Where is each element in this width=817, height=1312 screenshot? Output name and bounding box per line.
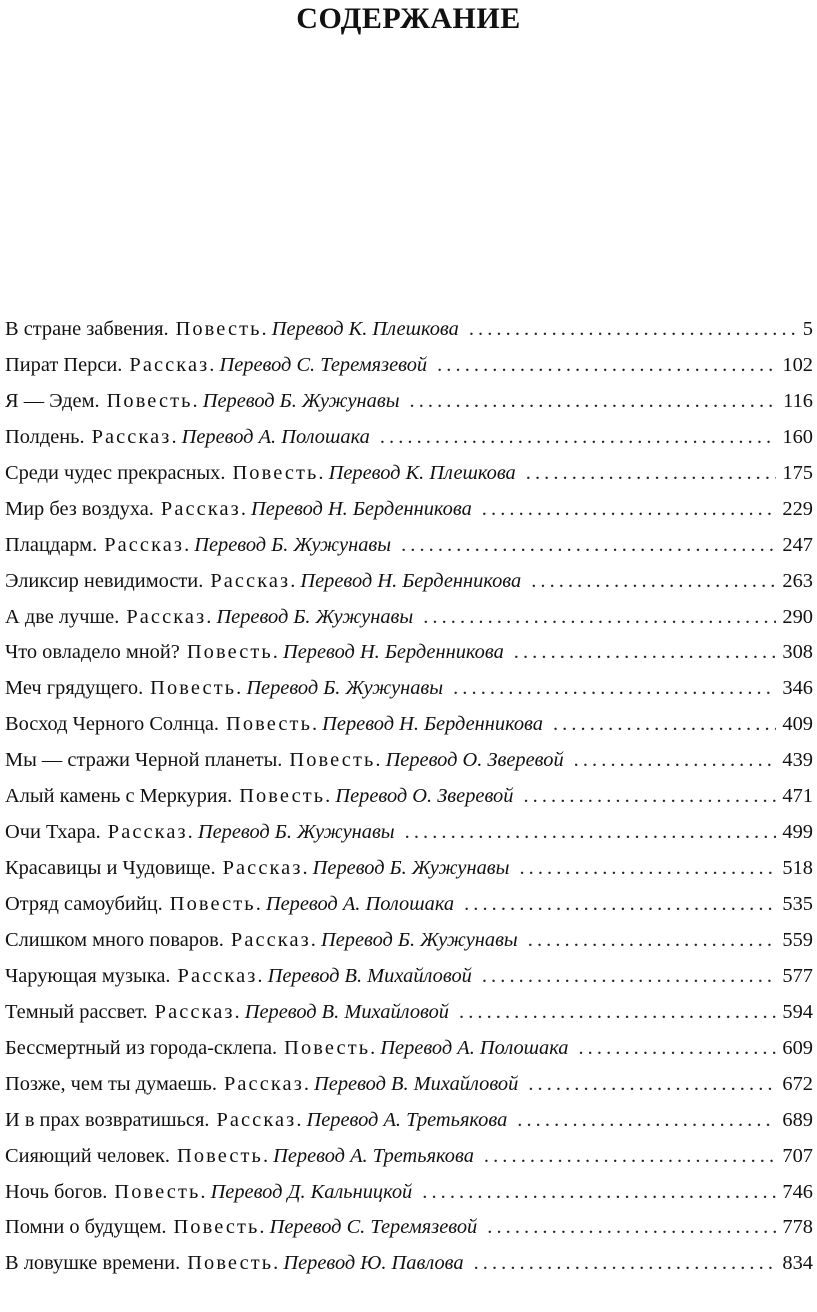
dot-leader bbox=[514, 635, 777, 671]
entry-page-number: 116 bbox=[783, 389, 813, 412]
entry-genre: Рассказ. bbox=[126, 605, 214, 628]
entry-translator: Перевод Б. Жужунавы bbox=[320, 928, 518, 951]
entry-translator: Перевод А. Третьякова bbox=[273, 1144, 474, 1167]
dot-leader bbox=[487, 1210, 776, 1246]
toc-entry[interactable] bbox=[5, 815, 813, 851]
entry-genre: Рассказ. bbox=[230, 928, 318, 951]
dot-leader bbox=[474, 1246, 777, 1282]
entry-page-number: 409 bbox=[782, 713, 813, 736]
entry-translator: Перевод А. Полошака bbox=[265, 893, 455, 915]
dot-leader bbox=[422, 1175, 776, 1211]
entry-genre: Рассказ. bbox=[216, 1108, 304, 1131]
entry-page-number: 707 bbox=[782, 1144, 813, 1167]
entry-title: Я — Эдем. bbox=[5, 389, 100, 412]
toc-entry[interactable] bbox=[5, 1103, 813, 1139]
entry-genre: Рассказ. bbox=[107, 821, 195, 844]
dot-leader bbox=[528, 923, 777, 959]
toc-entry[interactable] bbox=[5, 564, 813, 600]
entry-genre: Рассказ. bbox=[223, 1072, 312, 1095]
entry-genre: Рассказ. bbox=[154, 1000, 242, 1023]
entry-title: Что овладело мной? bbox=[5, 641, 180, 664]
toc-entry[interactable] bbox=[5, 492, 813, 528]
entry-title: Позже, чем ты думаешь. bbox=[5, 1072, 217, 1095]
entry-translator: Перевод В. Михайловой bbox=[244, 1000, 449, 1023]
entry-translator: Перевод Н. Берденникова bbox=[300, 569, 522, 592]
entry-title: В ловушке времени. bbox=[5, 1252, 181, 1275]
entry-page-number: 5 bbox=[802, 318, 813, 340]
dot-leader bbox=[523, 779, 776, 815]
toc-entry[interactable] bbox=[5, 384, 813, 420]
entry-genre: Повесть. bbox=[239, 785, 333, 808]
dot-leader bbox=[531, 564, 776, 600]
entry-page-number: 175 bbox=[782, 461, 813, 484]
toc-entry[interactable] bbox=[5, 743, 813, 779]
toc-entry[interactable] bbox=[5, 420, 813, 456]
entry-translator: Перевод В. Михайловой bbox=[314, 1072, 519, 1095]
dot-leader bbox=[380, 420, 777, 456]
entry-translator: Перевод Н. Берденникова bbox=[283, 641, 504, 664]
dot-leader bbox=[526, 456, 777, 492]
entry-translator: Перевод О. Зверевой bbox=[385, 749, 564, 772]
dot-leader bbox=[484, 1139, 777, 1175]
entry-translator: Перевод К. Плешкова bbox=[328, 461, 516, 484]
entry-translator: Перевод О. Зверевой bbox=[335, 785, 514, 808]
dot-leader bbox=[574, 743, 777, 779]
entry-title: Красавицы и Чудовище. bbox=[5, 857, 216, 880]
entry-page-number: 499 bbox=[782, 821, 813, 844]
entry-genre: Повесть. bbox=[232, 461, 326, 484]
toc-entry[interactable] bbox=[5, 348, 813, 384]
entry-translator: Перевод Н. Берденникова bbox=[322, 713, 543, 736]
entry-page-number: 778 bbox=[782, 1216, 813, 1239]
entry-title: Меч грядущего. bbox=[5, 677, 144, 700]
toc-entry[interactable] bbox=[5, 600, 813, 636]
entry-translator: Перевод Б. Жужунавы bbox=[194, 533, 392, 556]
toc-entry[interactable] bbox=[5, 1139, 813, 1175]
entry-page-number: 672 bbox=[782, 1072, 813, 1095]
dot-leader bbox=[437, 348, 776, 384]
entry-title: Помни о будущем. bbox=[5, 1216, 167, 1239]
entry-page-number: 834 bbox=[782, 1252, 813, 1275]
entry-title: Мы — стражи Черной планеты. bbox=[5, 749, 283, 772]
entry-genre: Рассказ. bbox=[210, 569, 298, 592]
entry-title: Бессмертный из города-склепа. bbox=[5, 1036, 278, 1059]
entry-translator: Перевод К. Плешкова bbox=[271, 318, 459, 340]
entry-title: Алый камень с Меркурия. bbox=[5, 785, 233, 808]
dot-leader bbox=[553, 707, 776, 743]
dot-leader bbox=[453, 671, 776, 707]
entry-translator: Перевод А. Полошака bbox=[181, 425, 370, 448]
dot-leader bbox=[410, 384, 778, 420]
entry-title: Отряд самоубийц. bbox=[5, 893, 163, 915]
entry-page-number: 439 bbox=[782, 749, 813, 772]
entry-title: Слишком много поваров. bbox=[5, 928, 224, 951]
entry-page-number: 247 bbox=[782, 533, 813, 556]
entry-page-number: 102 bbox=[782, 353, 813, 376]
entry-genre: Рассказ. bbox=[129, 353, 217, 376]
toc-entry[interactable] bbox=[5, 456, 813, 492]
entry-translator: Перевод Ю. Павлова bbox=[283, 1252, 464, 1275]
entry-genre: Повесть. bbox=[114, 1180, 208, 1203]
entry-translator: Перевод Д. Кальницкой bbox=[210, 1180, 413, 1203]
entry-title: В стране забвения. bbox=[5, 318, 169, 340]
dot-leader bbox=[405, 815, 777, 851]
entry-title: Среди чудес прекрасных. bbox=[5, 461, 226, 484]
entry-translator: Перевод Б. Жужунавы bbox=[202, 389, 400, 412]
toc-entry[interactable] bbox=[5, 851, 813, 887]
toc-entry[interactable] bbox=[5, 887, 813, 923]
toc-entry[interactable] bbox=[5, 959, 813, 995]
dot-leader bbox=[401, 528, 776, 564]
entry-translator: Перевод В. Михайловой bbox=[267, 964, 472, 987]
dot-leader bbox=[423, 600, 776, 636]
dot-leader bbox=[519, 851, 776, 887]
toc-entry[interactable] bbox=[5, 1246, 813, 1282]
entry-page-number: 346 bbox=[782, 677, 813, 700]
entry-translator: Перевод А. Третьякова bbox=[306, 1108, 508, 1131]
entry-title: Восход Черного Солнца. bbox=[5, 713, 220, 736]
toc-entry[interactable] bbox=[5, 312, 813, 348]
entry-title: Эликсир невидимости. bbox=[5, 569, 204, 592]
entry-translator: Перевод Б. Жужунавы bbox=[246, 677, 444, 700]
entry-genre: Повесть. bbox=[106, 389, 200, 412]
entry-page-number: 609 bbox=[782, 1036, 813, 1059]
entry-translator: Перевод Б. Жужунавы bbox=[197, 821, 395, 844]
toc-entry[interactable] bbox=[5, 1031, 813, 1067]
toc-entry[interactable] bbox=[5, 923, 813, 959]
entry-page-number: 308 bbox=[782, 641, 813, 664]
entry-genre: Повесть. bbox=[187, 1252, 281, 1275]
dot-leader bbox=[459, 995, 776, 1031]
toc-entry[interactable] bbox=[5, 635, 813, 671]
entry-page-number: 594 bbox=[782, 1000, 813, 1023]
entry-translator: Перевод Н. Берденникова bbox=[251, 497, 472, 520]
entry-page-number: 263 bbox=[782, 569, 813, 592]
entry-genre: Рассказ. bbox=[160, 497, 249, 520]
entry-translator: Перевод Б. Жужунавы bbox=[312, 857, 510, 880]
entry-title: И в прах возвратишься. bbox=[5, 1108, 210, 1131]
entry-genre: Повесть. bbox=[177, 1144, 271, 1167]
entry-title: Темный рассвет. bbox=[5, 1000, 148, 1023]
entry-translator: Перевод С. Теремязевой bbox=[219, 353, 428, 376]
entry-genre: Повесть. bbox=[173, 1216, 267, 1239]
entry-page-number: 746 bbox=[782, 1180, 813, 1203]
toc-entry[interactable] bbox=[5, 671, 813, 707]
page-title: СОДЕРЖАНИЕ bbox=[296, 2, 521, 35]
dot-leader bbox=[528, 1067, 776, 1103]
entry-title: Ночь богов. bbox=[5, 1180, 108, 1203]
entry-title: Пират Перси. bbox=[5, 353, 123, 376]
dot-leader bbox=[578, 1031, 776, 1067]
entry-page-number: 535 bbox=[782, 893, 813, 915]
entry-genre: Повесть. bbox=[175, 318, 269, 340]
entry-page-number: 160 bbox=[782, 425, 813, 448]
entry-genre: Рассказ. bbox=[91, 425, 179, 448]
entry-genre: Рассказ. bbox=[222, 857, 310, 880]
entry-title: А две лучше. bbox=[5, 605, 120, 628]
dot-leader bbox=[464, 887, 776, 923]
entry-page-number: 229 bbox=[782, 497, 813, 520]
toc-entry[interactable] bbox=[5, 1210, 813, 1246]
entry-translator: Перевод С. Теремязевой bbox=[269, 1216, 478, 1239]
entry-page-number: 518 bbox=[782, 857, 813, 880]
dot-leader bbox=[482, 492, 777, 528]
entry-page-number: 559 bbox=[782, 928, 813, 951]
entry-page-number: 471 bbox=[782, 785, 813, 808]
toc-entry[interactable] bbox=[5, 528, 813, 564]
toc-entry[interactable] bbox=[5, 1175, 813, 1211]
entry-genre: Повесть. bbox=[284, 1036, 378, 1059]
toc-entry[interactable] bbox=[5, 779, 813, 815]
toc-entry[interactable] bbox=[5, 707, 813, 743]
dot-leader bbox=[517, 1103, 776, 1139]
entry-title: Очи Тхара. bbox=[5, 821, 101, 844]
entry-title: Чарующая музыка. bbox=[5, 964, 171, 987]
entry-title: Полдень. bbox=[5, 425, 85, 448]
entry-genre: Повесть. bbox=[186, 641, 280, 664]
entry-page-number: 577 bbox=[782, 964, 813, 987]
entry-title: Мир без воздуха. bbox=[5, 497, 154, 520]
toc-entry[interactable] bbox=[5, 1067, 813, 1103]
table-of-contents bbox=[5, 312, 813, 1282]
entry-genre: Повесть. bbox=[169, 893, 263, 915]
entry-genre: Повесть. bbox=[289, 749, 383, 772]
toc-entry[interactable] bbox=[5, 995, 813, 1031]
dot-leader bbox=[469, 312, 797, 348]
entry-page-number: 689 bbox=[782, 1108, 813, 1131]
entry-title: Плацдарм. bbox=[5, 533, 98, 556]
entry-genre: Рассказ. bbox=[104, 533, 192, 556]
entry-title: Сияющий человек. bbox=[5, 1144, 170, 1167]
entry-genre: Повесть. bbox=[150, 677, 244, 700]
entry-translator: Перевод Б. Жужунавы bbox=[216, 605, 414, 628]
entry-page-number: 290 bbox=[782, 605, 813, 628]
dot-leader bbox=[482, 959, 777, 995]
entry-translator: Перевод А. Полошака bbox=[380, 1036, 569, 1059]
entry-genre: Повесть. bbox=[226, 713, 320, 736]
entry-genre: Рассказ. bbox=[177, 964, 265, 987]
